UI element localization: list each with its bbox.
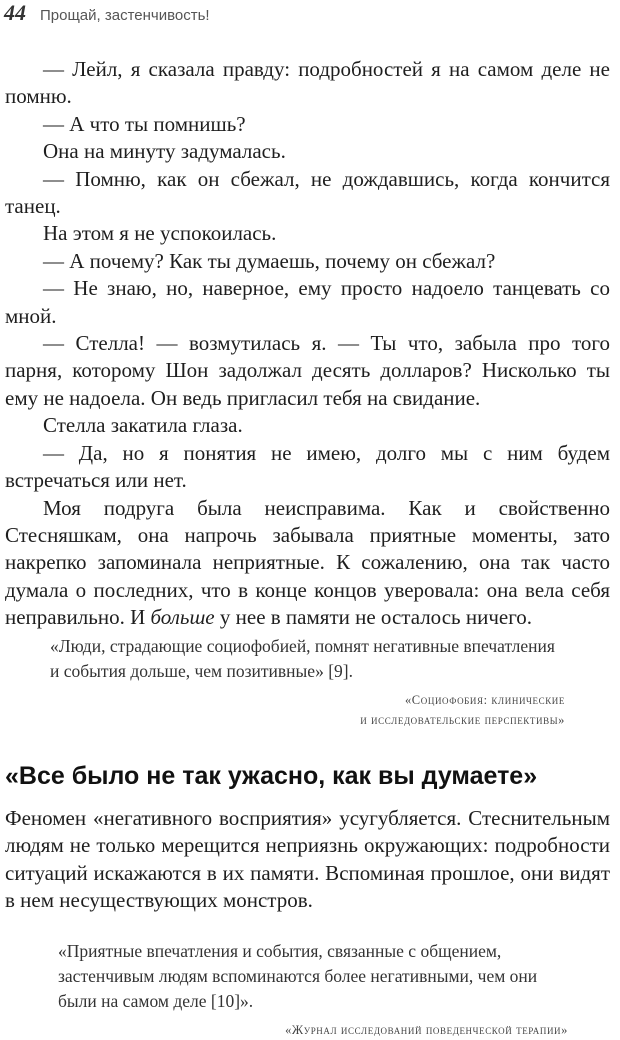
quote-text: «Приятные впечатления и события, связанные с общением, застенчивым людям вспоминаются более негативными, чем они были на самом деле [10]». [58,941,538,1011]
text-run: Моя подруга была неисправима. Как и свойственно Стесняшкам, она напрочь забывала приятные моменты, зато накрепко запоминала неприятные. К сожалению, она так часто думала о последних, что в конце концов уверовала: она вела себя неправильно. И [5,495,610,630]
section-heading: «Все было не так ужасно, как вы думаете» [5,762,538,790]
paragraph: — Лейл, я сказала правду: подробностей я на самом деле не помню. [5,57,610,109]
quote-source: «Журнал исследований поведенческой терапии» [285,1023,568,1037]
quote-source [50,690,565,730]
paragraph: На этом я не успокоилась. [43,221,277,246]
paragraph-conclusion [5,495,610,632]
body-text [5,56,610,632]
running-header [4,0,210,28]
emphasis-text: больше [150,605,215,630]
paragraph: — А почему? Как ты думаешь, почему он сбежал? [43,248,496,273]
section-body [5,805,610,915]
page-number: 44 [4,0,26,25]
paragraph: Она на минуту задумалась. [43,139,286,164]
text-run: у нее в памяти не осталось ничего. [214,605,533,630]
quote-block [50,634,565,730]
quote-source-line: и исследовательские перспективы» [360,713,565,727]
running-title: Прощай, застенчивость! [40,7,210,24]
quote-text: «Люди, страдающие социофобией, помнят негативные впечатления и события дольше, чем позитивные» [9]. [50,636,555,681]
paragraph: — А что ты помнишь? [43,111,246,136]
paragraph: — Да, но я понятия не имею, долго мы с ним будем встречаться или нет. [5,440,610,493]
paragraph: — Не знаю, но, наверное, ему просто надоело танцевать со мной. [5,276,610,328]
paragraph: Стелла закатила глаза. [43,413,243,438]
quote-source-line: «Социофобия: клинические [404,693,565,707]
paragraph: — Помню, как он сбежал, не дождавшись, когда кончится танец. [5,166,610,219]
paragraph: — Стелла! — возмутилась я. — Ты что, забыла про того парня, которому Шон задолжал десять долларов? Нисколько ты ему не надоела. Он ведь пригласил тебя на свидание. [5,331,610,410]
paragraph: Феномен «негативного восприятия» усугубляется. Стеснительным людям не только мерещится неприязнь окружающих: подробности ситуаций искажаются в их памяти. Вспоминая прошлое, они видят в нем несуществующих монстров. [5,806,610,913]
quote-block [58,939,568,1040]
